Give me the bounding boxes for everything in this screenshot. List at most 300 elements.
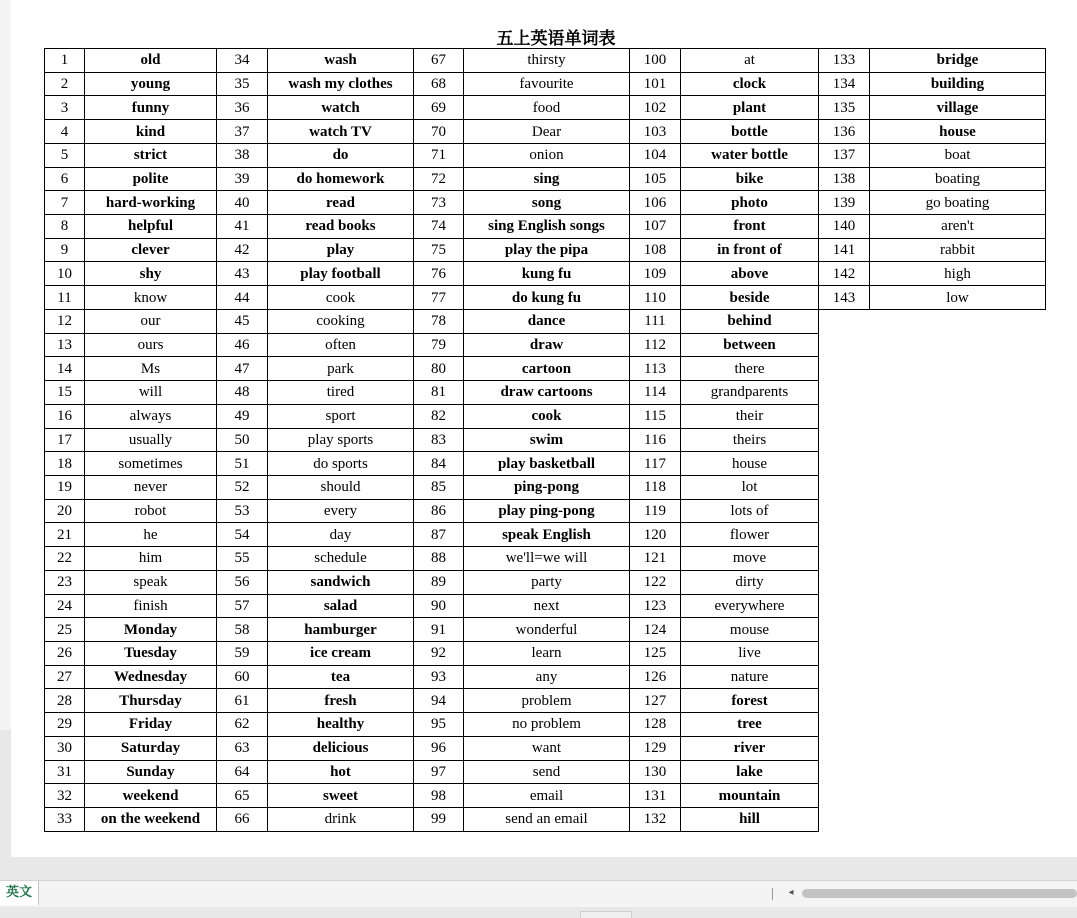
- word-number: 131: [630, 784, 681, 808]
- word-number: 16: [45, 404, 85, 428]
- word-cell: Sunday: [85, 760, 217, 784]
- word-number: 9: [45, 238, 85, 262]
- word-number: 64: [217, 760, 268, 784]
- word-number: 78: [414, 309, 464, 333]
- word-cell: cook: [464, 404, 630, 428]
- word-cell: email: [464, 784, 630, 808]
- word-number: 70: [414, 120, 464, 144]
- empty-cell: [870, 428, 1046, 452]
- empty-cell: [819, 641, 870, 665]
- word-number: 112: [630, 333, 681, 357]
- word-cell: next: [464, 594, 630, 618]
- word-number: 124: [630, 618, 681, 642]
- empty-cell: [870, 404, 1046, 428]
- word-number: 116: [630, 428, 681, 452]
- word-number: 3: [45, 96, 85, 120]
- table-row: [45, 72, 1046, 96]
- word-number: 122: [630, 570, 681, 594]
- word-cell: photo: [681, 191, 819, 215]
- word-number: 8: [45, 215, 85, 239]
- word-number: 63: [217, 736, 268, 760]
- empty-cell: [870, 381, 1046, 405]
- empty-cell: [870, 547, 1046, 571]
- word-cell: sing: [464, 167, 630, 191]
- table-row: [45, 570, 1046, 594]
- empty-cell: [819, 808, 870, 832]
- word-cell: never: [85, 475, 217, 499]
- word-cell: schedule: [268, 547, 414, 571]
- word-number: 88: [414, 547, 464, 571]
- word-cell: building: [870, 72, 1046, 96]
- word-cell: food: [464, 96, 630, 120]
- table-row: [45, 452, 1046, 476]
- word-number: 75: [414, 238, 464, 262]
- word-cell: beside: [681, 286, 819, 310]
- word-cell: will: [85, 381, 217, 405]
- document-page: [11, 0, 1077, 857]
- word-number: 19: [45, 475, 85, 499]
- table-row: [45, 167, 1046, 191]
- word-number: 128: [630, 713, 681, 737]
- word-number: 59: [217, 641, 268, 665]
- word-number: 139: [819, 191, 870, 215]
- word-cell: do sports: [268, 452, 414, 476]
- word-number: 81: [414, 381, 464, 405]
- empty-cell: [819, 452, 870, 476]
- word-number: 79: [414, 333, 464, 357]
- empty-cell: [870, 665, 1046, 689]
- empty-cell: [870, 333, 1046, 357]
- word-cell: Monday: [85, 618, 217, 642]
- table-row: [45, 120, 1046, 144]
- word-cell: cook: [268, 286, 414, 310]
- empty-cell: [870, 760, 1046, 784]
- empty-cell: [870, 641, 1046, 665]
- horizontal-scrollbar-thumb[interactable]: [802, 889, 1077, 898]
- empty-cell: [819, 618, 870, 642]
- table-row: [45, 404, 1046, 428]
- word-cell: sandwich: [268, 570, 414, 594]
- word-number: 6: [45, 167, 85, 191]
- word-cell: Dear: [464, 120, 630, 144]
- word-cell: tree: [681, 713, 819, 737]
- scroll-left-icon[interactable]: ◂: [788, 887, 794, 898]
- word-cell: bridge: [870, 49, 1046, 73]
- word-cell: live: [681, 641, 819, 665]
- word-cell: everywhere: [681, 594, 819, 618]
- word-number: 40: [217, 191, 268, 215]
- word-number: 24: [45, 594, 85, 618]
- word-cell: finish: [85, 594, 217, 618]
- empty-cell: [870, 570, 1046, 594]
- table-row: [45, 262, 1046, 286]
- empty-cell: [870, 618, 1046, 642]
- word-cell: tired: [268, 381, 414, 405]
- word-number: 12: [45, 309, 85, 333]
- word-number: 82: [414, 404, 464, 428]
- word-cell: salad: [268, 594, 414, 618]
- word-cell: water bottle: [681, 143, 819, 167]
- word-cell: shy: [85, 262, 217, 286]
- table-row: [45, 808, 1046, 832]
- word-number: 106: [630, 191, 681, 215]
- word-number: 71: [414, 143, 464, 167]
- word-number: 100: [630, 49, 681, 73]
- word-cell: healthy: [268, 713, 414, 737]
- word-number: 41: [217, 215, 268, 239]
- word-cell: Saturday: [85, 736, 217, 760]
- word-number: 83: [414, 428, 464, 452]
- table-row: [45, 523, 1046, 547]
- word-cell: usually: [85, 428, 217, 452]
- empty-cell: [870, 736, 1046, 760]
- word-cell: sometimes: [85, 452, 217, 476]
- word-number: 33: [45, 808, 85, 832]
- empty-cell: [870, 713, 1046, 737]
- word-number: 143: [819, 286, 870, 310]
- table-row: [45, 143, 1046, 167]
- word-number: 5: [45, 143, 85, 167]
- word-cell: high: [870, 262, 1046, 286]
- empty-cell: [870, 689, 1046, 713]
- word-cell: wonderful: [464, 618, 630, 642]
- word-cell: any: [464, 665, 630, 689]
- table-row: [45, 665, 1046, 689]
- word-cell: mountain: [681, 784, 819, 808]
- word-number: 43: [217, 262, 268, 286]
- word-number: 115: [630, 404, 681, 428]
- word-cell: house: [681, 452, 819, 476]
- word-cell: lot: [681, 475, 819, 499]
- word-cell: funny: [85, 96, 217, 120]
- word-cell: dirty: [681, 570, 819, 594]
- table-row: [45, 191, 1046, 215]
- empty-cell: [819, 594, 870, 618]
- table-row: [45, 713, 1046, 737]
- status-strip: [0, 907, 1077, 917]
- word-number: 28: [45, 689, 85, 713]
- word-number: 111: [630, 309, 681, 333]
- word-number: 91: [414, 618, 464, 642]
- word-cell: favourite: [464, 72, 630, 96]
- word-cell: read books: [268, 215, 414, 239]
- table-row: [45, 594, 1046, 618]
- word-number: 137: [819, 143, 870, 167]
- empty-cell: [819, 475, 870, 499]
- word-number: 119: [630, 499, 681, 523]
- word-cell: low: [870, 286, 1046, 310]
- word-cell: move: [681, 547, 819, 571]
- word-number: 114: [630, 381, 681, 405]
- empty-cell: [870, 499, 1046, 523]
- word-number: 104: [630, 143, 681, 167]
- table-row: [45, 547, 1046, 571]
- word-number: 86: [414, 499, 464, 523]
- word-cell: between: [681, 333, 819, 357]
- word-cell: Ms: [85, 357, 217, 381]
- word-cell: mouse: [681, 618, 819, 642]
- table-row: [45, 784, 1046, 808]
- word-cell: we'll=we will: [464, 547, 630, 571]
- word-number: 74: [414, 215, 464, 239]
- word-number: 133: [819, 49, 870, 73]
- word-cell: there: [681, 357, 819, 381]
- word-cell: plant: [681, 96, 819, 120]
- word-number: 11: [45, 286, 85, 310]
- word-number: 52: [217, 475, 268, 499]
- word-number: 13: [45, 333, 85, 357]
- empty-cell: [819, 784, 870, 808]
- empty-cell: [819, 760, 870, 784]
- table-row: [45, 49, 1046, 73]
- word-number: 135: [819, 96, 870, 120]
- word-cell: old: [85, 49, 217, 73]
- word-number: 69: [414, 96, 464, 120]
- empty-cell: [870, 523, 1046, 547]
- empty-cell: [819, 499, 870, 523]
- table-row: [45, 641, 1046, 665]
- word-cell: Tuesday: [85, 641, 217, 665]
- word-number: 48: [217, 381, 268, 405]
- word-cell: play basketball: [464, 452, 630, 476]
- word-cell: forest: [681, 689, 819, 713]
- word-cell: do kung fu: [464, 286, 630, 310]
- word-cell: our: [85, 309, 217, 333]
- word-cell: delicious: [268, 736, 414, 760]
- word-cell: clever: [85, 238, 217, 262]
- word-cell: theirs: [681, 428, 819, 452]
- word-cell: sing English songs: [464, 215, 630, 239]
- word-cell: swim: [464, 428, 630, 452]
- empty-cell: [819, 689, 870, 713]
- word-cell: hot: [268, 760, 414, 784]
- word-number: 45: [217, 309, 268, 333]
- table-row: [45, 475, 1046, 499]
- word-cell: problem: [464, 689, 630, 713]
- word-number: 113: [630, 357, 681, 381]
- table-row: [45, 760, 1046, 784]
- word-cell: party: [464, 570, 630, 594]
- empty-cell: [819, 547, 870, 571]
- word-cell: read: [268, 191, 414, 215]
- word-number: 96: [414, 736, 464, 760]
- word-number: 85: [414, 475, 464, 499]
- word-number: 98: [414, 784, 464, 808]
- word-cell: speak English: [464, 523, 630, 547]
- word-cell: do homework: [268, 167, 414, 191]
- word-cell: bike: [681, 167, 819, 191]
- empty-cell: [870, 594, 1046, 618]
- word-cell: always: [85, 404, 217, 428]
- word-cell: send an email: [464, 808, 630, 832]
- empty-cell: [870, 357, 1046, 381]
- word-cell: kind: [85, 120, 217, 144]
- word-number: 94: [414, 689, 464, 713]
- word-number: 102: [630, 96, 681, 120]
- word-cell: hamburger: [268, 618, 414, 642]
- word-number: 138: [819, 167, 870, 191]
- word-number: 107: [630, 215, 681, 239]
- word-number: 80: [414, 357, 464, 381]
- table-row: [45, 357, 1046, 381]
- word-number: 34: [217, 49, 268, 73]
- word-number: 7: [45, 191, 85, 215]
- page-title: 五上英语单词表: [496, 29, 616, 49]
- word-cell: sport: [268, 404, 414, 428]
- sheet-tab-english[interactable]: 英文: [0, 881, 39, 905]
- word-number: 47: [217, 357, 268, 381]
- word-cell: go boating: [870, 191, 1046, 215]
- table-row: [45, 286, 1046, 310]
- word-number: 21: [45, 523, 85, 547]
- word-number: 55: [217, 547, 268, 571]
- table-row: [45, 736, 1046, 760]
- word-number: 109: [630, 262, 681, 286]
- word-cell: speak: [85, 570, 217, 594]
- word-cell: no problem: [464, 713, 630, 737]
- word-number: 58: [217, 618, 268, 642]
- word-cell: house: [870, 120, 1046, 144]
- word-number: 76: [414, 262, 464, 286]
- word-number: 51: [217, 452, 268, 476]
- word-cell: lake: [681, 760, 819, 784]
- word-cell: Friday: [85, 713, 217, 737]
- word-number: 84: [414, 452, 464, 476]
- word-cell: helpful: [85, 215, 217, 239]
- word-cell: do: [268, 143, 414, 167]
- word-cell: nature: [681, 665, 819, 689]
- word-cell: ping-pong: [464, 475, 630, 499]
- word-number: 18: [45, 452, 85, 476]
- word-number: 4: [45, 120, 85, 144]
- word-cell: draw: [464, 333, 630, 357]
- empty-cell: [870, 309, 1046, 333]
- word-number: 2: [45, 72, 85, 96]
- word-number: 97: [414, 760, 464, 784]
- word-number: 42: [217, 238, 268, 262]
- word-cell: should: [268, 475, 414, 499]
- word-number: 125: [630, 641, 681, 665]
- word-number: 127: [630, 689, 681, 713]
- word-number: 126: [630, 665, 681, 689]
- word-number: 123: [630, 594, 681, 618]
- word-number: 93: [414, 665, 464, 689]
- word-cell: song: [464, 191, 630, 215]
- empty-cell: [819, 523, 870, 547]
- table-row: [45, 428, 1046, 452]
- sheet-tab-bar: [0, 880, 1077, 907]
- word-number: 30: [45, 736, 85, 760]
- word-number: 73: [414, 191, 464, 215]
- word-number: 53: [217, 499, 268, 523]
- word-number: 57: [217, 594, 268, 618]
- word-number: 54: [217, 523, 268, 547]
- table-row: [45, 499, 1046, 523]
- word-cell: tea: [268, 665, 414, 689]
- table-row: [45, 381, 1046, 405]
- word-number: 29: [45, 713, 85, 737]
- word-number: 37: [217, 120, 268, 144]
- word-cell: learn: [464, 641, 630, 665]
- word-number: 39: [217, 167, 268, 191]
- word-cell: want: [464, 736, 630, 760]
- word-cell: ice cream: [268, 641, 414, 665]
- word-cell: know: [85, 286, 217, 310]
- word-number: 110: [630, 286, 681, 310]
- table-row: [45, 238, 1046, 262]
- word-number: 60: [217, 665, 268, 689]
- word-cell: at: [681, 49, 819, 73]
- word-number: 136: [819, 120, 870, 144]
- empty-cell: [819, 570, 870, 594]
- word-cell: play sports: [268, 428, 414, 452]
- word-cell: hill: [681, 808, 819, 832]
- table-row: [45, 96, 1046, 120]
- word-cell: river: [681, 736, 819, 760]
- word-number: 32: [45, 784, 85, 808]
- word-number: 27: [45, 665, 85, 689]
- word-number: 50: [217, 428, 268, 452]
- word-number: 120: [630, 523, 681, 547]
- empty-cell: [819, 736, 870, 760]
- word-number: 14: [45, 357, 85, 381]
- word-number: 95: [414, 713, 464, 737]
- word-cell: play the pipa: [464, 238, 630, 262]
- word-cell: send: [464, 760, 630, 784]
- word-cell: clock: [681, 72, 819, 96]
- word-number: 140: [819, 215, 870, 239]
- table-row: [45, 309, 1046, 333]
- word-number: 87: [414, 523, 464, 547]
- word-number: 61: [217, 689, 268, 713]
- word-cell: front: [681, 215, 819, 239]
- word-cell: play: [268, 238, 414, 262]
- word-number: 44: [217, 286, 268, 310]
- word-number: 142: [819, 262, 870, 286]
- word-cell: often: [268, 333, 414, 357]
- word-number: 66: [217, 808, 268, 832]
- word-number: 117: [630, 452, 681, 476]
- word-cell: lots of: [681, 499, 819, 523]
- word-number: 101: [630, 72, 681, 96]
- word-cell: Wednesday: [85, 665, 217, 689]
- word-number: 31: [45, 760, 85, 784]
- empty-cell: [819, 333, 870, 357]
- word-number: 130: [630, 760, 681, 784]
- word-cell: grandparents: [681, 381, 819, 405]
- word-cell: strict: [85, 143, 217, 167]
- word-cell: sweet: [268, 784, 414, 808]
- empty-cell: [870, 452, 1046, 476]
- word-cell: boating: [870, 167, 1046, 191]
- word-cell: him: [85, 547, 217, 571]
- word-cell: play ping-pong: [464, 499, 630, 523]
- word-cell: kung fu: [464, 262, 630, 286]
- empty-cell: [819, 381, 870, 405]
- word-number: 62: [217, 713, 268, 737]
- word-cell: watch: [268, 96, 414, 120]
- word-cell: young: [85, 72, 217, 96]
- word-number: 103: [630, 120, 681, 144]
- word-number: 77: [414, 286, 464, 310]
- word-number: 17: [45, 428, 85, 452]
- word-cell: draw cartoons: [464, 381, 630, 405]
- word-cell: play football: [268, 262, 414, 286]
- word-cell: village: [870, 96, 1046, 120]
- word-number: 22: [45, 547, 85, 571]
- word-cell: he: [85, 523, 217, 547]
- word-cell: watch TV: [268, 120, 414, 144]
